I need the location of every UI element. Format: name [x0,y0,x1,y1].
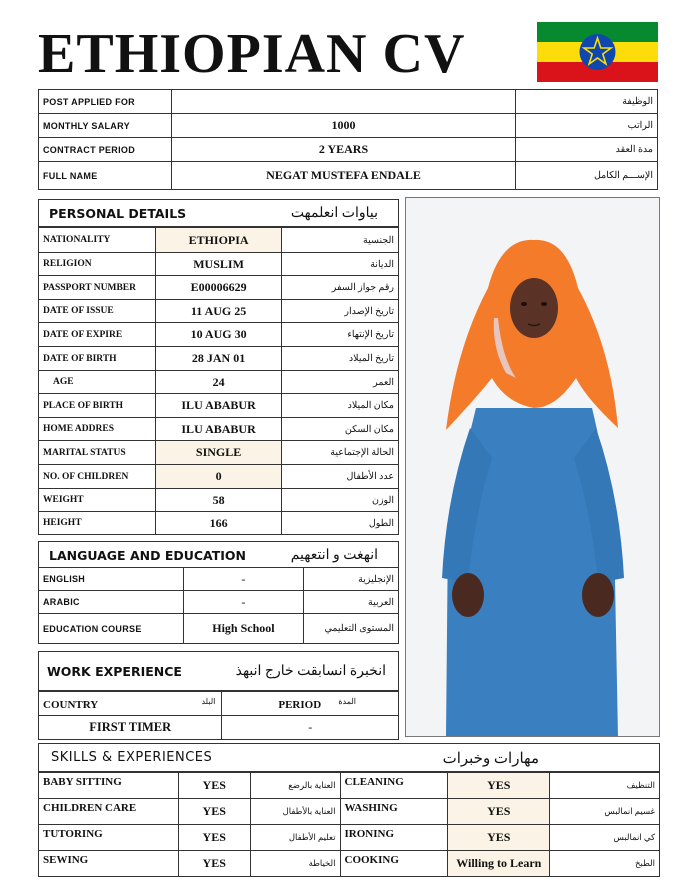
personal-row [39,228,399,253]
row-arabic [39,591,399,614]
work-country-value: FIRST TIMER [39,716,222,740]
header-table [38,89,658,190]
personal-row-arabic: العمر [282,371,399,394]
language-title-arabic: انهغت و انتعهيم [290,548,378,563]
work-row [39,716,399,740]
personal-row-arabic: تاريخ الميلاد [282,347,399,371]
skill-right-value: YES [448,799,550,825]
skill-row [39,825,660,851]
personal-row [39,465,399,489]
personal-row-value: ILU ABABUR [155,394,282,418]
personal-row-value: 10 AUG 30 [155,323,282,347]
skill-row [39,799,660,825]
skills-header [38,743,660,772]
skill-right-label: IRONING [340,825,448,851]
skill-left-label: SEWING [39,851,179,877]
monthly-salary-label: MONTHLY SALARY [39,114,172,138]
personal-row-value: E00006629 [155,276,282,300]
work-experience-title: WORK EXPERIENCE [47,664,182,679]
country-label: COUNTRY [43,698,99,711]
english-arabic: الإنجليزية [304,568,399,591]
personal-row-label: DATE OF ISSUE [39,300,156,323]
work-period-value: - [222,716,399,740]
row-full-name [39,162,658,190]
skill-right-arabic: التنظيف [550,773,660,799]
arabic-label: ARABIC [39,591,184,614]
skills-table [38,772,660,877]
arabic-value: - [183,591,304,614]
contract-period-arabic: مدة العقد [516,138,658,162]
skill-left-label: TUTORING [39,825,179,851]
personal-row-arabic: الحالة الإجتماعية [282,441,399,465]
personal-row [39,394,399,418]
personal-row-value: SINGLE [155,441,282,465]
candidate-photo [405,197,660,737]
skill-right-arabic: غسيم انمالبس [550,799,660,825]
skills-title: SKILLS & EXPERIENCES [51,750,213,765]
personal-row-label: DATE OF EXPIRE [39,323,156,347]
country-header-cell [39,692,222,716]
language-table [38,567,399,644]
personal-row [39,323,399,347]
english-value: - [183,568,304,591]
full-name-arabic: الإســـم الكامل [516,162,658,190]
personal-row-arabic: مكان السكن [282,418,399,441]
personal-row-label: MARITAL STATUS [39,441,156,465]
skills-title-arabic: مهارات وخبرات [442,751,539,767]
personal-row [39,441,399,465]
skill-right-value: YES [448,773,550,799]
skill-right-value: YES [448,825,550,851]
education-course-value: High School [183,614,304,644]
personal-row-label: AGE [39,371,156,394]
personal-row-value: MUSLIM [155,253,282,276]
candidate-photo-illustration [406,198,660,737]
period-arabic: المدة [338,697,356,706]
skill-left-value: YES [178,773,250,799]
personal-row [39,347,399,371]
personal-row-value: ILU ABABUR [155,418,282,441]
personal-row-value: 11 AUG 25 [155,300,282,323]
education-course-label: EDUCATION COURSE [39,614,184,644]
post-applied-label: POST APPLIED FOR [39,90,172,114]
skill-right-value: Willing to Learn [448,851,550,877]
personal-row-arabic: الديانة [282,253,399,276]
personal-row-arabic: عدد الأطفال [282,465,399,489]
skill-row [39,851,660,877]
personal-row-label: HEIGHT [39,512,156,535]
personal-row-arabic: رقم جواز السفر [282,276,399,300]
personal-row-value: 58 [155,489,282,512]
personal-row-label: DATE OF BIRTH [39,347,156,371]
work-experience-title-arabic: انخبرة انسابقت خارج انبهذ [235,664,386,679]
post-applied-arabic: الوظيفة [516,90,658,114]
personal-row [39,300,399,323]
personal-details-title-arabic: بياوات انعلمهت [290,206,378,221]
personal-row-value: 0 [155,465,282,489]
language-title: LANGUAGE AND EDUCATION [49,548,247,563]
personal-details-table [38,227,399,535]
contract-period-value: 2 YEARS [171,138,515,162]
row-post-applied [39,90,658,114]
skill-left-value: YES [178,851,250,877]
skill-right-arabic: كي انمالبس [550,825,660,851]
skill-right-label: WASHING [340,799,448,825]
personal-row-arabic: تاريخ الإصدار [282,300,399,323]
personal-row-value: 166 [155,512,282,535]
personal-row [39,276,399,300]
personal-row-arabic: الطول [282,512,399,535]
arabic-arabic: العربية [304,591,399,614]
skill-left-label: CHILDREN CARE [39,799,179,825]
skill-left-arabic: العناية بالأطفال [250,799,340,825]
ethiopia-flag-icon [537,22,658,82]
monthly-salary-arabic: الراتب [516,114,658,138]
row-contract-period [39,138,658,162]
full-name-label: FULL NAME [39,162,172,190]
personal-details-title: PERSONAL DETAILS [49,206,187,221]
skill-left-value: YES [178,799,250,825]
personal-row-label: NATIONALITY [39,228,156,253]
page-title: ETHIOPIAN CV [38,23,466,85]
skill-left-arabic: تعليم الأطفال [250,825,340,851]
skill-left-label: BABY SITTING [39,773,179,799]
personal-row-label: PASSPORT NUMBER [39,276,156,300]
skill-right-label: COOKING [340,851,448,877]
personal-row-label: WEIGHT [39,489,156,512]
row-english [39,568,399,591]
education-course-arabic: المستوى التعليمي [304,614,399,644]
skill-row [39,773,660,799]
work-experience-table [38,691,399,740]
row-monthly-salary [39,114,658,138]
language-header [38,541,399,568]
skill-left-arabic: الخياطة [250,851,340,877]
full-name-value: NEGAT MUSTEFA ENDALE [171,162,515,190]
personal-row-label: RELIGION [39,253,156,276]
personal-row [39,253,399,276]
post-applied-value [171,90,515,114]
monthly-salary-value: 1000 [171,114,515,138]
period-label: PERIOD [278,698,322,711]
personal-row-label: PLACE OF BIRTH [39,394,156,418]
personal-row-label: NO. OF CHILDREN [39,465,156,489]
skill-right-label: CLEANING [340,773,448,799]
personal-row-value: 24 [155,371,282,394]
personal-row-arabic: الوزن [282,489,399,512]
skill-left-value: YES [178,825,250,851]
personal-row [39,418,399,441]
personal-row-arabic: مكان الميلاد [282,394,399,418]
personal-row-value: ETHIOPIA [155,228,282,253]
work-experience-header [38,651,399,691]
skill-right-arabic: الطبخ [550,851,660,877]
personal-row-arabic: تاريخ الإنتهاء [282,323,399,347]
work-column-headers [39,692,399,716]
english-label: ENGLISH [39,568,184,591]
period-header-cell [222,692,399,716]
row-education-course [39,614,399,644]
personal-row [39,371,399,394]
country-arabic: البلد [201,697,216,706]
personal-row-label: HOME ADDRES [39,418,156,441]
personal-details-header [38,199,399,227]
personal-row-arabic: الجنسية [282,228,399,253]
personal-row [39,489,399,512]
personal-row-value: 28 JAN 01 [155,347,282,371]
skill-left-arabic: العناية بالرضع [250,773,340,799]
contract-period-label: CONTRACT PERIOD [39,138,172,162]
personal-row [39,512,399,535]
